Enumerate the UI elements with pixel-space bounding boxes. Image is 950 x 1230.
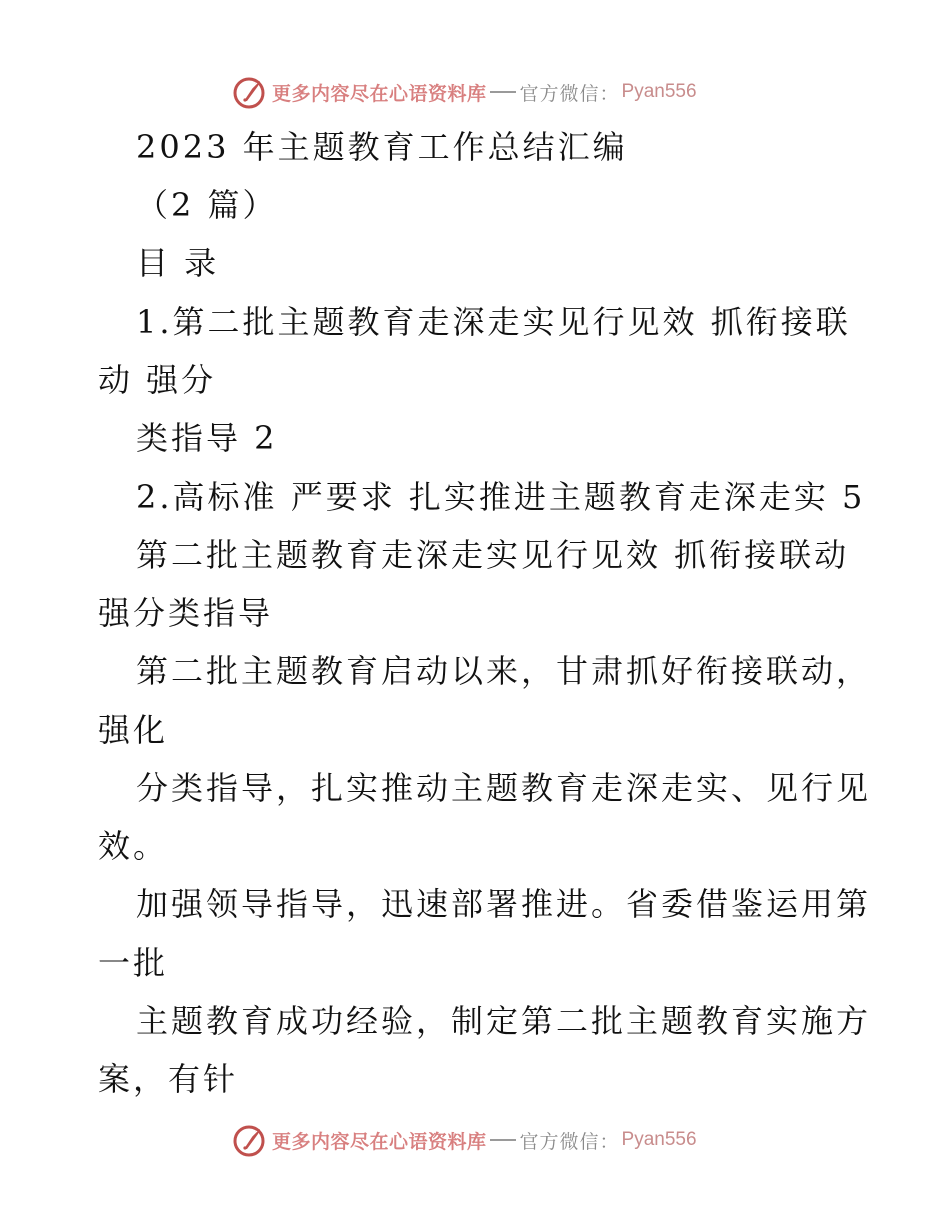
- quill-logo-icon: [232, 74, 268, 110]
- paragraph-line: 加强领导指导，迅速部署推进。省委借鉴运用第: [136, 885, 872, 923]
- header-watermark: [232, 72, 697, 112]
- footer-watermark: [232, 1120, 697, 1160]
- paragraph-line: 强化: [98, 711, 169, 749]
- toc-heading: 目 录: [136, 244, 220, 282]
- watermark-wechat-id: Pyan556: [621, 81, 697, 102]
- watermark-official-label: 官方微信：: [519, 1130, 620, 1153]
- toc-entry-1-line-2: 动 强分: [98, 361, 217, 399]
- paragraph-line: 案，有针: [98, 1060, 239, 1098]
- paragraph-line: 一批: [98, 944, 169, 982]
- quill-logo-icon: [232, 1122, 268, 1158]
- toc-entry-2: 2.高标准 严要求 扎实推进主题教育走深走实 5: [136, 478, 866, 516]
- document-title: 2023 年主题教育工作总结汇编: [136, 128, 628, 166]
- section-heading-line-2: 强分类指导: [98, 594, 274, 632]
- watermark-official-label: 官方微信：: [519, 82, 620, 105]
- watermark-promo-text: 更多内容尽在心语资料库: [272, 82, 487, 105]
- paragraph-line: 主题教育成功经验，制定第二批主题教育实施方: [136, 1002, 872, 1040]
- toc-entry-1-line-1: 1.第二批主题教育走深走实见行见效 抓衔接联: [136, 303, 851, 341]
- watermark-promo-text: 更多内容尽在心语资料库: [272, 1130, 487, 1153]
- paragraph-line: 第二批主题教育启动以来，甘肃抓好衔接联动，: [136, 652, 872, 690]
- section-heading-line-1: 第二批主题教育走深走实见行见效 抓衔接联动: [136, 536, 850, 574]
- watermark-wechat-id: Pyan556: [621, 1129, 697, 1150]
- document-subtitle: （2 篇）: [136, 186, 278, 224]
- watermark-dash: [490, 91, 516, 93]
- paragraph-line: 分类指导，扎实推动主题教育走深走实、见行见: [136, 769, 872, 807]
- paragraph-line: 效。: [98, 827, 169, 865]
- toc-entry-1-line-3: 类指导 2: [136, 419, 278, 457]
- watermark-dash: [490, 1139, 516, 1141]
